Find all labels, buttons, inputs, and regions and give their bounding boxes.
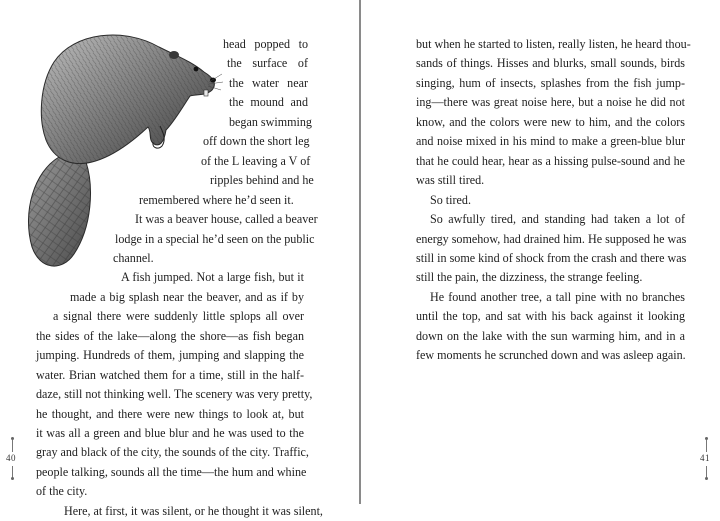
left-page <box>0 0 359 518</box>
text-line: of the L leaving a V of <box>201 153 311 168</box>
text-line: off down the short leg <box>203 134 310 149</box>
text-line: channel. <box>113 250 154 265</box>
left-page-number: 40 <box>6 453 16 463</box>
text-line: So tired. <box>430 192 471 207</box>
right-folio-dot-bottom <box>705 477 708 480</box>
text-line: lodge in a special he’d seen on the public <box>115 231 315 246</box>
text-line: He found another tree, a tall pine with no branches <box>430 289 685 304</box>
text-line: until the top, and sat with his back against it looking <box>416 309 685 324</box>
left-folio-dot-bottom <box>11 477 14 480</box>
right-folio-rule-top <box>706 440 707 452</box>
text-line: still in some kind of shock from the crash and there was <box>416 250 687 265</box>
text-line: the water near <box>229 75 308 90</box>
text-line: Here, at first, it was silent, or he thought it was silent, <box>64 503 323 518</box>
text-line: remembered where he’d seen it. <box>139 192 294 207</box>
text-line: was still tired. <box>416 173 485 188</box>
text-line: the surface of <box>227 56 308 71</box>
right-page <box>361 0 720 504</box>
text-line: down on the lake with the sun warming him, and in a <box>416 328 685 343</box>
text-line: a signal there were suddenly little splops all over <box>53 309 304 324</box>
text-line: ing—there was great noise here, but a noise he did not <box>416 95 685 110</box>
text-line: gray and black of the city, the sounds of the city. Traffic, <box>36 445 309 460</box>
text-line: that he could hear, hear as a hissing pulse-sound and he <box>416 153 685 168</box>
text-line: sands of things. Hisses and blurks, small sounds, birds <box>416 56 685 71</box>
text-line: daze, still not thinking well. The scenery was very pretty, <box>36 387 313 402</box>
right-folio-dot-top <box>705 437 708 440</box>
text-line: know, and the colors were new to him, and the colors <box>416 114 685 129</box>
text-line: It was a beaver house, called a beaver <box>135 212 318 227</box>
text-line: people talking, sounds all the time—the hum and whine <box>36 464 307 479</box>
text-line: made a big splash near the beaver, and as if by <box>70 289 304 304</box>
text-line: it was all a green and blue blur and he was used to the <box>36 426 304 440</box>
text-line: he thought, and there were new things to look at, but <box>36 406 304 421</box>
text-line: water. Brian watched them for a time, still in the half- <box>36 367 304 382</box>
text-line: the mound and <box>229 95 308 110</box>
left-folio-rule-top <box>12 440 13 452</box>
text-line: of the city. <box>36 484 88 499</box>
text-line: A fish jumped. Not a large fish, but it <box>121 270 304 285</box>
text-line: So awfully tired, and standing had taken a lot of <box>430 212 685 227</box>
text-line: singing, hum of insects, splashes from the fish jump- <box>416 75 685 90</box>
text-line: began swimming <box>229 114 312 129</box>
text-line: still the pain, the dizziness, the strange feeling. <box>416 270 643 285</box>
right-page-number: 41 <box>700 453 710 463</box>
text-line: but when he started to listen, really listen, he heard thou- <box>416 37 691 51</box>
text-line: the sides of the lake—along the shore—as fish began <box>36 328 304 343</box>
text-line: few moments he scrunched down and was asleep again. <box>416 348 686 363</box>
text-line: energy somehow, had drained him. He supposed he was <box>416 231 687 246</box>
left-folio-dot-top <box>11 437 14 440</box>
text-line: jumping. Hundreds of them, jumping and slapping the <box>36 348 304 363</box>
text-line: ripples behind and he <box>210 173 314 188</box>
text-line: and noise mixed in his mind to make a green-blue blur <box>416 134 685 149</box>
text-line: head popped to <box>223 37 308 51</box>
